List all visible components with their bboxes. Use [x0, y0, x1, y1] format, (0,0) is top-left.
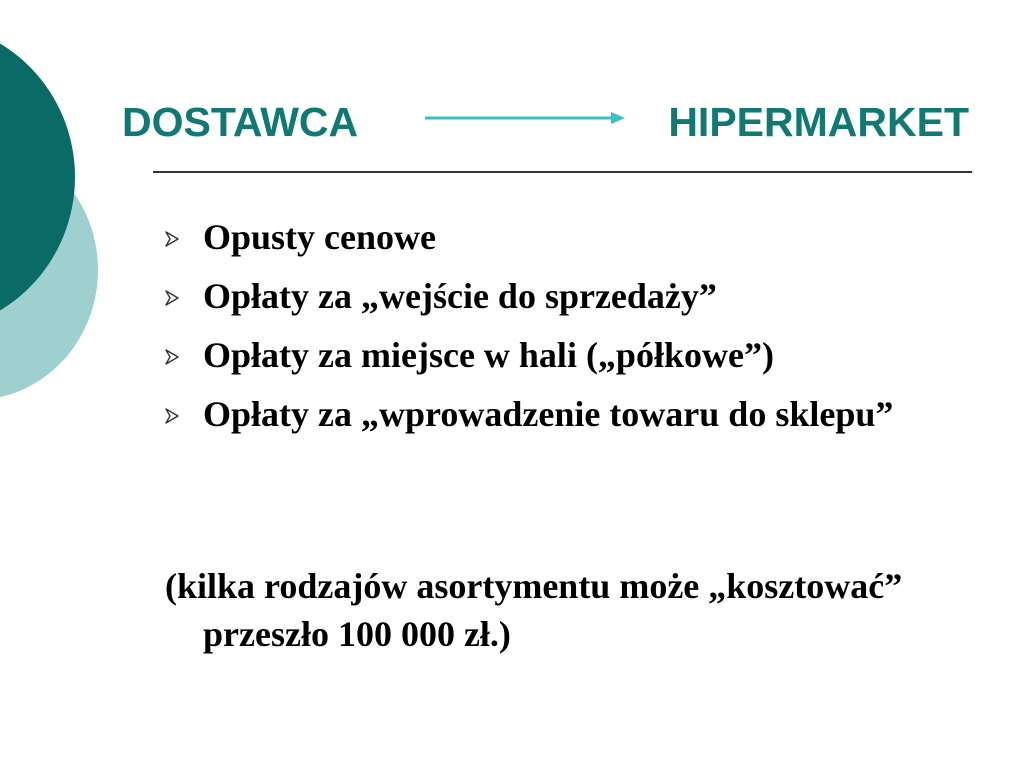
title-supplier: DOSTAWCA: [122, 99, 359, 145]
chevron-right-outline-icon: [165, 349, 179, 365]
title-hypermarket: HIPERMARKET: [668, 99, 969, 145]
bullet-list: [160, 214, 980, 450]
list-item-text: Opłaty za „wprowadzenie towaru do sklepu”: [203, 394, 894, 434]
right-arrow-icon: [425, 110, 625, 126]
list-item-text: Opłaty za „wejście do sprzedaży”: [203, 276, 717, 316]
list-item-text: Opłaty za miejsce w hali („półkowe”): [203, 335, 774, 375]
chevron-right-outline-icon: [165, 231, 179, 247]
list-item-text: Opusty cenowe: [203, 217, 436, 257]
list-item: [160, 273, 980, 319]
list-item: [160, 391, 980, 437]
list-item: [160, 332, 980, 378]
chevron-right-outline-icon: [165, 290, 179, 306]
chevron-right-outline-icon: [165, 408, 179, 424]
list-item: [160, 214, 980, 260]
cost-note: (kilka rodzajów asortymentu może „kosztować” przeszło 100 000 zł.): [165, 566, 903, 654]
title-divider: [153, 171, 972, 173]
